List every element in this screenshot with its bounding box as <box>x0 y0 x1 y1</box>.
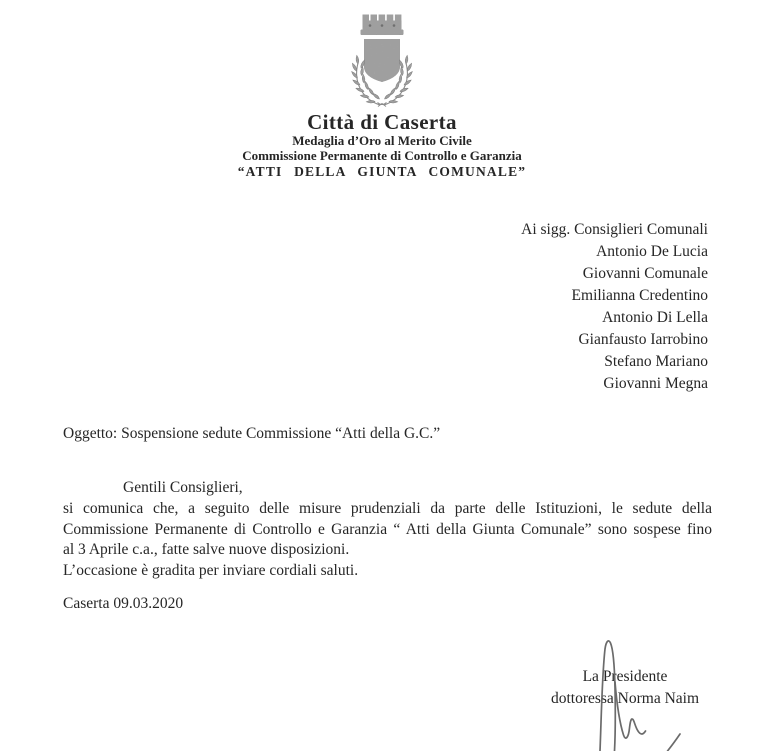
recipients-block <box>521 219 708 395</box>
recipient-line: Emilianna Credentino <box>571 287 708 304</box>
signature-name: dottoressa Norma Naim <box>550 690 700 707</box>
signature-role: La Presidente <box>582 668 668 685</box>
letter-body <box>63 478 712 582</box>
handwritten-signature-icon <box>540 618 740 751</box>
body-line: L’occasione è gradita per inviare cordiali saluti. <box>63 562 359 580</box>
date-line: Caserta 09.03.2020 <box>63 595 184 612</box>
city-title: Città di Caserta <box>307 110 457 134</box>
recipient-line: Antonio De Lucia <box>596 243 708 260</box>
body-line: si comunica che, a seguito delle misure prudenziali da parte delle Istituzioni, le sedute della <box>63 499 712 517</box>
subject-line: Oggetto: Sospensione sedute Commissione “Atti della G.C.” <box>63 425 441 442</box>
letterhead-subtitle-atti: “ATTI DELLA GIUNTA COMUNALE” <box>237 164 527 180</box>
body-line: Commissione Permanente di Controllo e Garanzia “ Atti della Giunta Comunale” sono sospese fino <box>63 520 712 538</box>
recipient-line: Gianfausto Iarrobino <box>578 331 708 348</box>
body-line: al 3 Aprile c.a., fatte salve nuove disposizioni. <box>63 541 350 559</box>
mural-crown-icon <box>361 15 403 35</box>
recipient-line: Giovanni Megna <box>603 375 708 392</box>
shield-icon <box>365 40 400 82</box>
salutation: Gentili Consiglieri, <box>123 479 243 496</box>
coat-of-arms-icon <box>336 8 428 110</box>
letterhead <box>0 111 764 179</box>
recipient-line: Ai sigg. Consiglieri Comunali <box>521 221 708 238</box>
recipient-line: Stefano Mariano <box>604 353 708 370</box>
letterhead-subtitle-medal: Medaglia d’Oro al Merito Civile <box>292 133 472 148</box>
recipient-line: Giovanni Comunale <box>582 265 708 282</box>
letterhead-subtitle-commission: Commissione Permanente di Controllo e Garanzia <box>242 147 522 163</box>
recipient-line: Antonio Di Lella <box>602 309 708 326</box>
